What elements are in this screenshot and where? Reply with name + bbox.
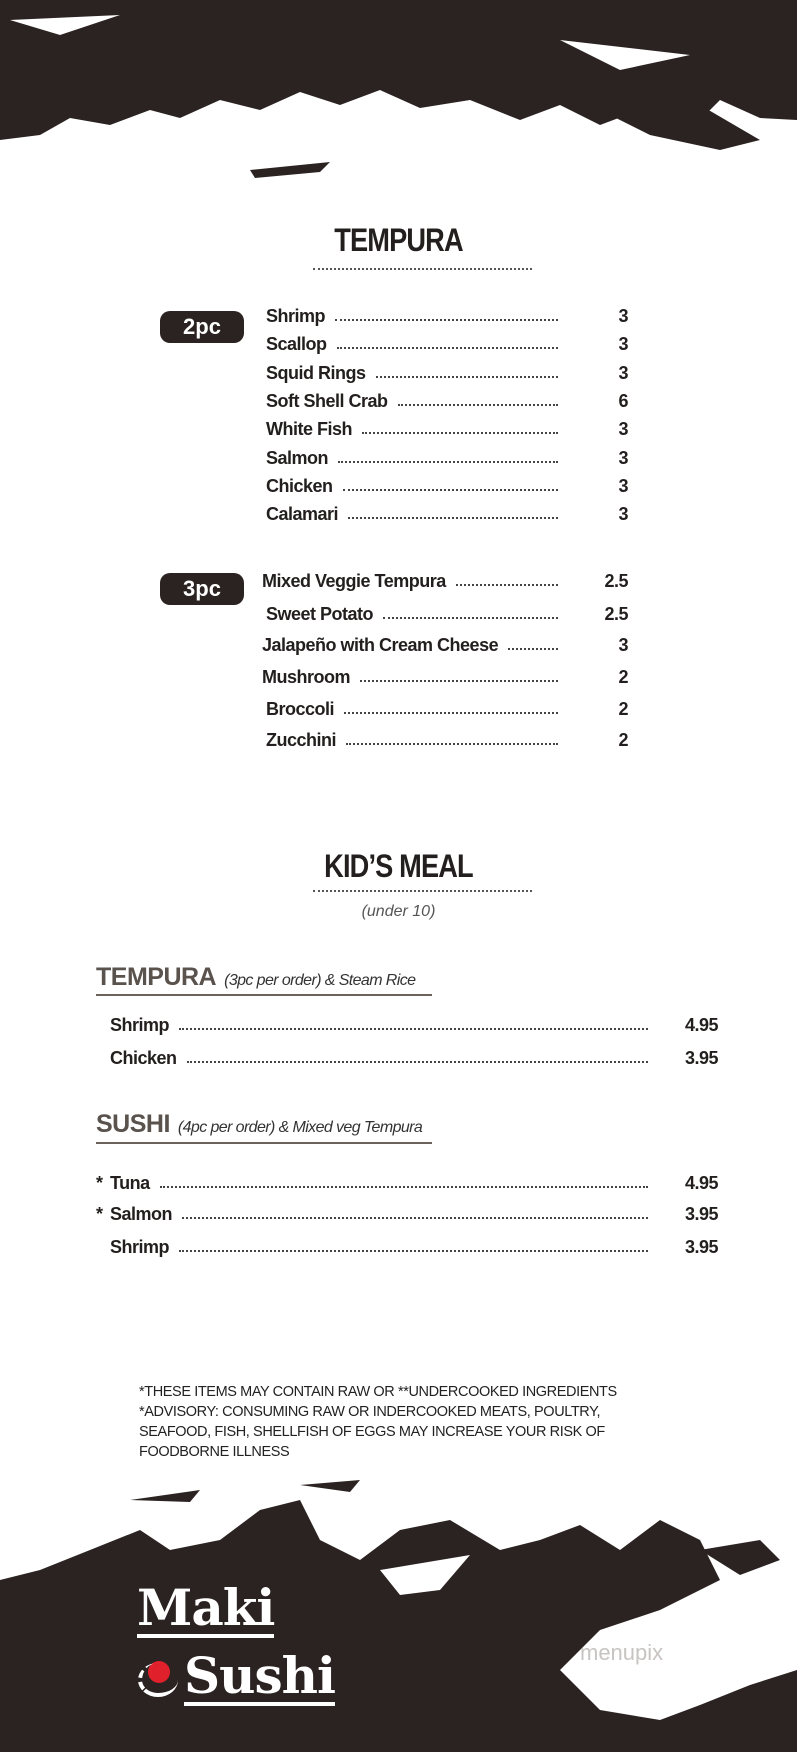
item-name: Zucchini [266, 729, 337, 750]
dot-leader [348, 517, 558, 519]
item-price: 3 [618, 475, 628, 496]
menu-item [266, 501, 628, 527]
item-price: 2.5 [604, 603, 628, 624]
tempura-title-divider [313, 268, 532, 270]
item-price: 3 [618, 333, 628, 354]
dot-leader [456, 584, 558, 586]
item-price: 3 [618, 503, 628, 524]
dot-leader [508, 648, 558, 650]
heading-note: (4pc per order) & Mixed veg Tempura [177, 1119, 423, 1136]
item-price: 3 [618, 447, 628, 468]
menu-item [110, 1045, 718, 1071]
item-name: Calamari [266, 503, 339, 524]
menu-item [110, 1234, 718, 1260]
menu-item [266, 445, 628, 471]
menu-item [262, 632, 628, 658]
menu-item [96, 1170, 718, 1196]
dot-leader [360, 680, 558, 682]
dot-leader [343, 489, 558, 491]
kids-meal-subtitle: (under 10) [361, 903, 436, 920]
dot-leader [398, 404, 558, 406]
menu-item [266, 388, 628, 414]
item-price: 6 [618, 390, 628, 411]
disclaimer-line: *THESE ITEMS MAY CONTAIN RAW OR **UNDERCOOKED INGREDIENTS [139, 1384, 617, 1400]
item-price: 3 [618, 305, 628, 326]
item-price: 4.95 [684, 1014, 718, 1035]
item-price: 3 [618, 418, 628, 439]
item-name: Shrimp [266, 305, 326, 326]
dot-leader [338, 461, 558, 463]
menu-item [266, 416, 628, 442]
item-price: 3 [618, 634, 628, 655]
item-price: 3.95 [684, 1203, 718, 1224]
item-name: White Fish [266, 418, 352, 439]
tempura-title: TEMPURA [334, 222, 463, 258]
item-name: Tuna [110, 1172, 150, 1193]
item-price: 2 [618, 698, 628, 719]
disclaimer-line: FOODBORNE ILLNESS [139, 1444, 290, 1460]
item-name: Chicken [110, 1047, 177, 1068]
logo-sushi: Sushi [184, 1646, 335, 1705]
item-name: Scallop [266, 333, 327, 354]
logo [137, 1578, 275, 1638]
item-name: Squid Rings [266, 362, 366, 383]
item-name: Salmon [266, 447, 329, 468]
menu-item [110, 1012, 718, 1038]
raw-marker: * [96, 1172, 103, 1193]
dot-leader [346, 743, 558, 745]
dot-leader [344, 712, 558, 714]
item-price: 4.95 [684, 1172, 718, 1193]
menu-item [266, 360, 628, 386]
menu-item [262, 568, 628, 594]
item-price: 2 [618, 729, 628, 750]
item-price: 3 [618, 362, 628, 383]
heading-note: (3pc per order) & Steam Rice [224, 972, 416, 989]
dot-leader [337, 347, 558, 349]
dot-leader [179, 1250, 648, 1252]
menu-item [266, 473, 628, 499]
top-brush-stroke [0, 0, 797, 200]
disclaimer [139, 1382, 617, 1462]
dot-leader [182, 1217, 648, 1219]
menu-item [262, 664, 628, 690]
raw-marker: * [96, 1203, 103, 1224]
item-name: Mushroom [262, 666, 350, 687]
disclaimer-line: SEAFOOD, FISH, SHELLFISH OF EGGS MAY INCREASE YOUR RISK OF [139, 1424, 605, 1440]
menu-item [266, 601, 628, 627]
item-name: Salmon [110, 1203, 173, 1224]
watermark: menupix [580, 1640, 664, 1665]
logo-mark-icon [138, 1655, 178, 1695]
badge-2pc: 2pc [160, 311, 244, 343]
dot-leader [383, 617, 558, 619]
menu-item [266, 727, 628, 753]
logo-maki: Maki [137, 1578, 275, 1637]
badge-3pc: 3pc [160, 573, 244, 605]
item-name: Mixed Veggie Tempura [262, 570, 446, 591]
heading-label: TEMPURA [96, 963, 217, 991]
item-name: Jalapeño with Cream Cheese [262, 634, 499, 655]
kids-tempura-underline [96, 994, 432, 996]
dot-leader [179, 1028, 648, 1030]
dot-leader [335, 319, 558, 321]
item-name: Broccoli [266, 698, 335, 719]
item-name: Shrimp [110, 1236, 170, 1257]
kids-sushi-heading [96, 1110, 422, 1139]
item-name: Soft Shell Crab [266, 390, 388, 411]
dot-leader [362, 432, 558, 434]
kids-meal-title: KID’S MEAL [324, 848, 473, 884]
item-price: 3.95 [684, 1236, 718, 1257]
item-price: 2 [618, 666, 628, 687]
dot-leader [187, 1061, 648, 1063]
menu-item [96, 1201, 718, 1227]
menu-item [266, 331, 628, 357]
item-price: 3.95 [684, 1047, 718, 1068]
kids-tempura-heading [96, 963, 415, 992]
menu-item [266, 303, 628, 329]
kids-meal-divider [313, 890, 532, 892]
dot-leader [376, 376, 559, 378]
item-name: Shrimp [110, 1014, 170, 1035]
dot-leader [160, 1186, 648, 1188]
menu-item [266, 696, 628, 722]
item-name: Sweet Potato [266, 603, 374, 624]
bottom-brush-stroke [0, 1480, 797, 1752]
item-price: 2.5 [604, 570, 628, 591]
heading-label: SUSHI [96, 1110, 170, 1138]
item-name: Chicken [266, 475, 333, 496]
disclaimer-line: *ADVISORY: CONSUMING RAW OR INDERCOOKED MEATS, POULTRY, [139, 1404, 601, 1420]
kids-sushi-underline [96, 1142, 432, 1144]
